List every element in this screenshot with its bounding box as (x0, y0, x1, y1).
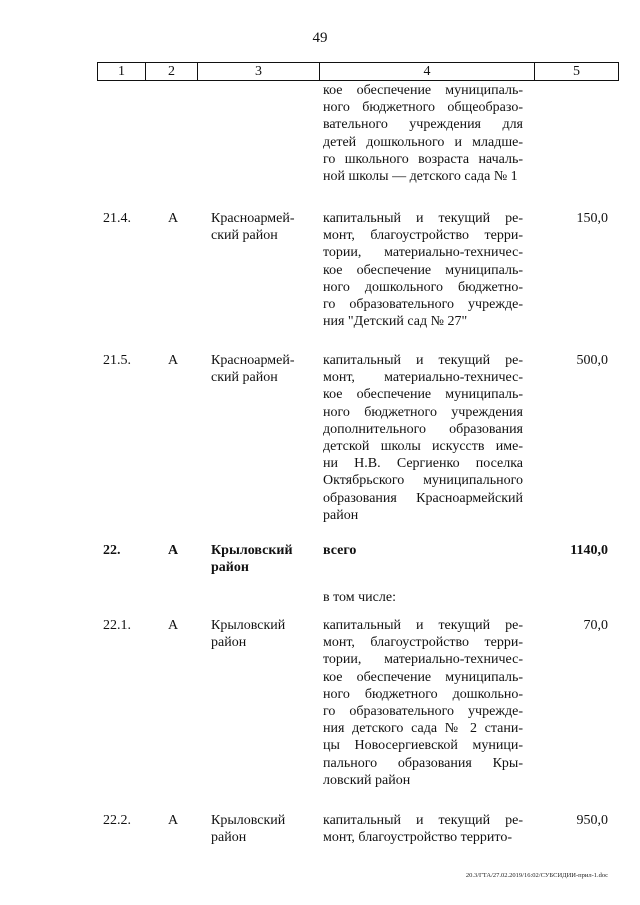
row-category: А (168, 813, 179, 828)
row-description (323, 589, 523, 606)
district-line: Крыловский (211, 543, 293, 558)
description-line: капитальный и текущий ре- (323, 353, 523, 368)
district-line: район (211, 830, 247, 846)
description-line: тории, материально-техничес- (323, 245, 523, 261)
description-line: капитальный и текущий ре- (323, 618, 523, 633)
row-district (211, 617, 311, 651)
description-line: ния детского сада № 2 стани- (323, 721, 523, 737)
description-line: монт, благоустройство терри- (323, 228, 523, 244)
description-line: го образовательного учрежде- (323, 704, 523, 720)
description-line: монт, благоустройство террито- (323, 830, 513, 846)
description-line: ловский район (323, 772, 411, 788)
row-district (211, 352, 311, 386)
district-line: Красноармей- (211, 353, 295, 368)
row-amount: 150,0 (576, 211, 608, 226)
district-line: Крыловский (211, 618, 286, 633)
row-category: А (168, 353, 179, 368)
row-district (211, 542, 311, 576)
description-line: ния "Детский сад № 27" (323, 314, 468, 330)
row-category: А (168, 543, 179, 558)
row-amount: 1140,0 (570, 543, 608, 558)
description-line: кое обеспечение муниципаль- (323, 262, 523, 278)
row-number: 22. (103, 543, 121, 558)
continuation-line: вательного учреждения для (323, 117, 523, 133)
column-header-4: 4 (320, 63, 535, 81)
description-line: кое обеспечение муниципаль- (323, 387, 523, 403)
continuation-line: детей дошкольного и младше- (323, 134, 523, 150)
column-header-5: 5 (535, 63, 619, 81)
description-line: ного бюджетного дошкольно- (323, 686, 523, 702)
district-line: район (211, 560, 249, 576)
description-line: в том числе: (323, 590, 396, 605)
row-description (323, 352, 523, 524)
description-line: район (323, 507, 359, 523)
description-line: пального образования Кры- (323, 755, 523, 771)
continuation-description (323, 82, 523, 185)
continuation-line: ного бюджетного общеобразо- (323, 100, 523, 116)
description-line: го образовательного учрежде- (323, 297, 523, 313)
description-line: кое обеспечение муниципаль- (323, 669, 523, 685)
row-district (211, 812, 311, 846)
description-line: ни Н.В. Сергиенко поселка (323, 456, 523, 472)
description-line: монт, благоустройство терри- (323, 635, 523, 651)
continuation-line: ной школы — детского сада № 1 (323, 169, 518, 185)
continuation-line: го школьного возраста началь- (323, 151, 523, 167)
description-line: цы Новосергиевской муници- (323, 738, 523, 754)
row-description (323, 812, 523, 846)
row-description (323, 617, 523, 789)
district-line: ский район (211, 228, 278, 244)
description-line: монт, материально-техничес- (323, 370, 523, 386)
column-header-row (97, 62, 619, 81)
district-line: Крыловский (211, 813, 286, 828)
description-line: детской школы искусств име- (323, 439, 523, 455)
row-number: 22.2. (103, 813, 131, 828)
column-header-2: 2 (146, 63, 198, 81)
row-amount: 500,0 (576, 353, 608, 368)
column-header-1: 1 (98, 63, 146, 81)
row-number: 21.4. (103, 211, 131, 226)
row-amount: 70,0 (583, 618, 608, 633)
description-line: ного дошкольного бюджетно- (323, 279, 523, 295)
row-category: А (168, 211, 179, 226)
description-line: ного бюджетного учреждения (323, 404, 523, 420)
description-line: образования Красноармейский (323, 490, 523, 506)
district-line: ский район (211, 370, 278, 386)
district-line: Красноармей- (211, 211, 295, 226)
row-amount: 950,0 (576, 813, 608, 828)
row-number: 21.5. (103, 353, 131, 368)
description-line: капитальный и текущий ре- (323, 813, 523, 828)
page-number: 49 (312, 30, 328, 46)
description-line: Октябрьского муниципального (323, 473, 523, 489)
row-number: 22.1. (103, 618, 131, 633)
file-footer: 20.3/ГТА/27.02.2019/16:02/СУБСИДИИ-прил-1.doc (465, 872, 608, 879)
description-line: капитальный и текущий ре- (323, 211, 523, 226)
district-line: район (211, 635, 247, 651)
description-line: тории, материально-техничес- (323, 652, 523, 668)
continuation-line: кое обеспечение муниципаль- (323, 83, 523, 98)
row-description (323, 210, 523, 330)
row-description (323, 542, 523, 559)
row-category: А (168, 618, 179, 633)
description-line: дополнительного образования (323, 421, 523, 437)
row-district (211, 210, 311, 244)
description-line: всего (323, 543, 357, 558)
column-header-3: 3 (198, 63, 320, 81)
